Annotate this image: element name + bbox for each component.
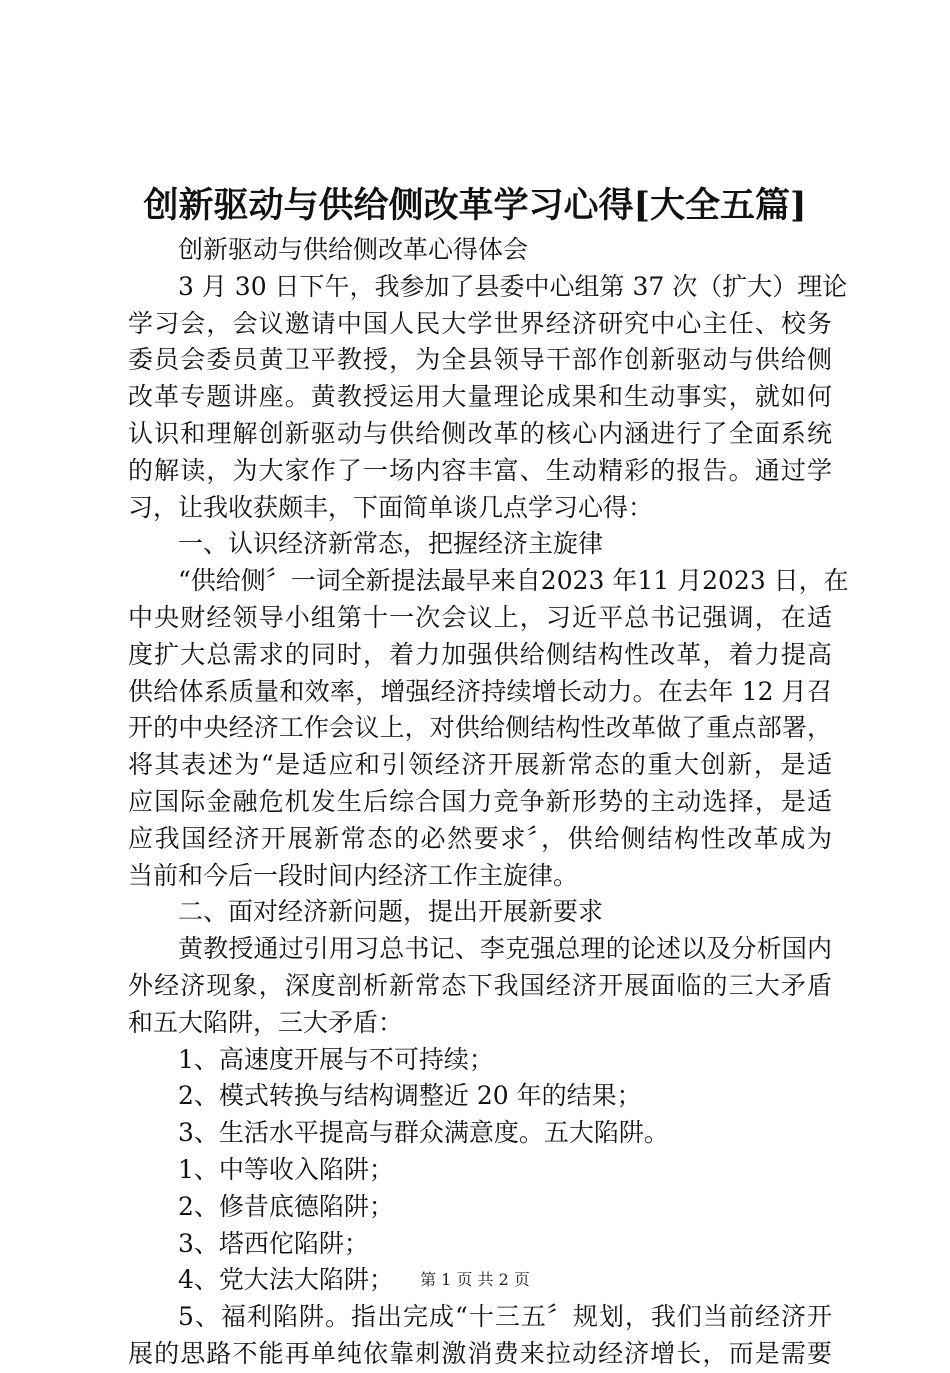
paragraph-line: 外经济现象，深度剖析新常态下我国经济开展面临的三大矛盾 [128,970,832,1000]
list-item: 2、模式转换与结构调整近 20 年的结果； [178,1081,642,1111]
list-item: 4、党大法大陷阱； [178,1265,394,1295]
list-item: 1、中等收入陷阱； [178,1154,394,1184]
paragraph-line: 3 月 30 日下午，我参加了县委中心组第 37 次（扩大）理论 [178,271,848,301]
paragraph-line: 委员会委员黄卫平教授，为全县领导干部作创新驱动与供给侧 [128,345,832,375]
paragraph-line: 和五大陷阱，三大矛盾： [128,1007,404,1037]
paragraph-line: 展的思路不能再单纯依靠刺激消费来拉动经济增长，而是需要 [128,1338,832,1368]
paragraph-line: 供给体系质量和效率，增强经济持续增长动力。在去年 12 月召 [128,676,832,706]
paragraph-line: 5、福利陷阱。指出完成“十三五〞规划，我们当前经济开 [178,1302,832,1332]
paragraph-line: 认识和理解创新驱动与供给侧改革的核心内涵进行了全面系统 [128,418,832,448]
list-item: 3、塔西佗陷阱； [178,1228,369,1258]
paragraph-line: 改革专题讲座。黄教授运用大量理论成果和生动事实，就如何 [128,382,832,412]
paragraph-line: 的解读，为大家作了一场内容丰富、生动精彩的报告。通过学 [128,455,832,485]
paragraph-line: 学习会，会议邀请中国人民大学世界经济研究中心主任、校务 [128,308,832,338]
list-item: 2、修昔底德陷阱； [178,1191,394,1221]
document-title: 创新驱动与供给侧改革学习心得[大全五篇] [143,185,807,226]
subtitle-line: 创新驱动与供给侧改革心得体会 [178,235,529,264]
list-item: 3、生活水平提高与群众满意度。五大陷阱。 [178,1118,669,1148]
section-heading: 二、面对经济新问题，提出开展新要求 [178,897,604,927]
paragraph-line: 将其表述为“是适应和引领经济开展新常态的重大创新，是适 [128,750,832,780]
paragraph-line: 度扩大总需求的同时，着力加强供给侧结构性改革，着力提高 [128,639,832,669]
paragraph-line: 当前和今后一段时间内经济工作主旋律。 [128,860,579,890]
document-body [128,232,849,1373]
paragraph-line: 开的中央经济工作会议上，对供给侧结构性改革做了重点部署， [128,713,832,743]
paragraph-line: 应国际金融危机发生后综合国力竞争新形势的主动选择，是适 [128,786,832,816]
paragraph-line: 中央财经领导小组第十一次会议上，习近平总书记强调，在适 [128,602,832,632]
section-heading: 一、认识经济新常态，把握经济主旋律 [178,529,604,559]
paragraph-line: 应我国经济开展新常态的必然要求〞，供给侧结构性改革成为 [128,823,832,853]
list-item: 1、高速度开展与不可持续； [178,1044,494,1074]
page-footer: 第 1 页 共 2 页 [420,1270,530,1289]
paragraph-line: “供给侧〞一词全新提法最早来自2023 年11 月2023 日，在 [178,566,849,596]
paragraph-line: 黄教授通过引用习总书记、李克强总理的论述以及分析国内 [178,934,832,964]
paragraph-line: 习，让我收获颇丰，下面简单谈几点学习心得： [128,492,654,522]
